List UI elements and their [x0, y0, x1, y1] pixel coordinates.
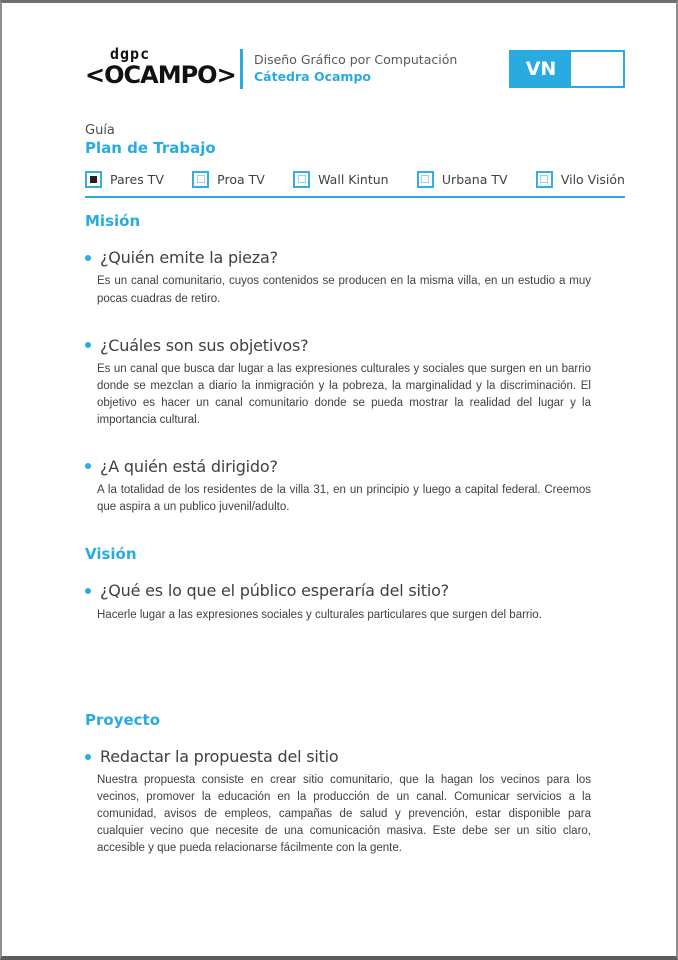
checkbox-mark: [298, 175, 306, 183]
checkbox-checked[interactable]: [85, 171, 102, 188]
section-mision: [85, 213, 625, 516]
channel-option: [536, 171, 625, 188]
checkbox-unchecked[interactable]: [417, 171, 434, 188]
header-divider: [240, 49, 243, 89]
question-text: ¿Quién emite la pieza?: [100, 248, 278, 268]
channel-label: Urbana TV: [441, 171, 508, 187]
version-badge-blank: [571, 52, 623, 86]
logo-ocampo-text: <OCAMPO>: [85, 61, 236, 89]
logo-dgpc-text: dgpc: [110, 45, 151, 63]
question-text: ¿Qué es lo que el público esperaría del sitio?: [100, 581, 449, 601]
question-row: [85, 747, 625, 766]
bullet-icon: [85, 588, 91, 594]
version-badge: [509, 50, 625, 88]
channel-option: [85, 171, 164, 188]
question-answer-block: [85, 457, 625, 516]
bullet-icon: [85, 342, 91, 348]
page-title: Plan de Trabajo: [85, 139, 216, 158]
bullet-icon: [85, 255, 91, 261]
channel-label: Proa TV: [217, 171, 265, 187]
section-title: Visión: [85, 544, 137, 563]
section-vision: [85, 546, 625, 624]
course-name-block: [254, 47, 457, 84]
channel-label: Pares TV: [110, 171, 164, 187]
checkbox-mark: [421, 175, 429, 183]
channel-option: [192, 171, 265, 188]
question-row: [85, 248, 625, 267]
channel-option: [293, 171, 388, 188]
question-answer-block: [85, 248, 625, 307]
bullet-icon: [85, 754, 91, 760]
answer-text: Es un canal que busca dar lugar a las expresiones culturales y sociales que surgen en un barrio donde se mezclan a diario la inmigración y la pobreza, la marginalidad y la discriminación. El objetivo es hacer un canal comunitario donde se pueda mostrar la realidad del lugar y la importancia cultural.: [97, 362, 591, 426]
answer-text: Es un canal comunitario, cuyos contenidos se producen en la misma villa, en un estudio a muy pocas cuadras de retiro.: [97, 275, 591, 305]
checkbox-mark: [90, 176, 97, 183]
page-header: [85, 47, 625, 93]
section-title: Proyecto: [85, 710, 161, 729]
checkbox-unchecked[interactable]: [536, 171, 553, 188]
question-text: ¿Cuáles son sus objetivos?: [100, 335, 309, 355]
version-badge-label: VN: [511, 52, 571, 86]
checkbox-mark: [540, 175, 548, 183]
channel-label: Vilo Visión: [560, 171, 625, 187]
section-proyecto: [85, 712, 625, 858]
question-row: [85, 581, 625, 600]
channel-option: [417, 171, 508, 188]
channel-label: Wall Kintun: [318, 171, 389, 187]
answer-text: A la totalidad de los residentes de la villa 31, en un principio y luego a capital federal. Creemos que aspira a un publico juvenil/adulto.: [97, 483, 591, 513]
question-answer-block: [85, 581, 625, 623]
checkbox-unchecked[interactable]: [293, 171, 310, 188]
question-row: [85, 457, 625, 476]
checkbox-unchecked[interactable]: [192, 171, 209, 188]
bullet-icon: [85, 463, 91, 469]
question-text: Redactar la propuesta del sitio: [100, 747, 339, 767]
channel-checkbox-row: [85, 171, 625, 188]
document-kicker: Guía: [85, 123, 115, 138]
section-title: Misión: [85, 211, 141, 230]
question-row: [85, 336, 625, 355]
document-body: [85, 213, 625, 858]
answer-text: Hacerle lugar a las expresiones sociales y culturales particulares que surgen del barrio.: [97, 608, 542, 621]
question-text: ¿A quién está dirigido?: [100, 456, 278, 476]
accent-divider: [85, 196, 625, 198]
dgpc-ocampo-logo: [85, 47, 240, 88]
answer-text: Nuestra propuesta consiste en crear sitio comunitario, que la hagan los vecinos para los vecinos, promover la educación en la producción de un canal. Comunicar servicios a la comunidad, avisos de empleos, campañas de salud y prevención, estar disponible para cualquier vecino que necesite de una comunicación masiva. Este debe ser un sitio claro, accesible y que pueda relacionarse fácilmente con la gente.: [97, 774, 591, 855]
question-answer-block: [85, 336, 625, 429]
course-title: Diseño Gráfico por Computación: [254, 52, 458, 67]
checkbox-mark: [197, 175, 205, 183]
question-answer-block: [85, 747, 625, 857]
course-chair: Cátedra Ocampo: [254, 69, 371, 84]
